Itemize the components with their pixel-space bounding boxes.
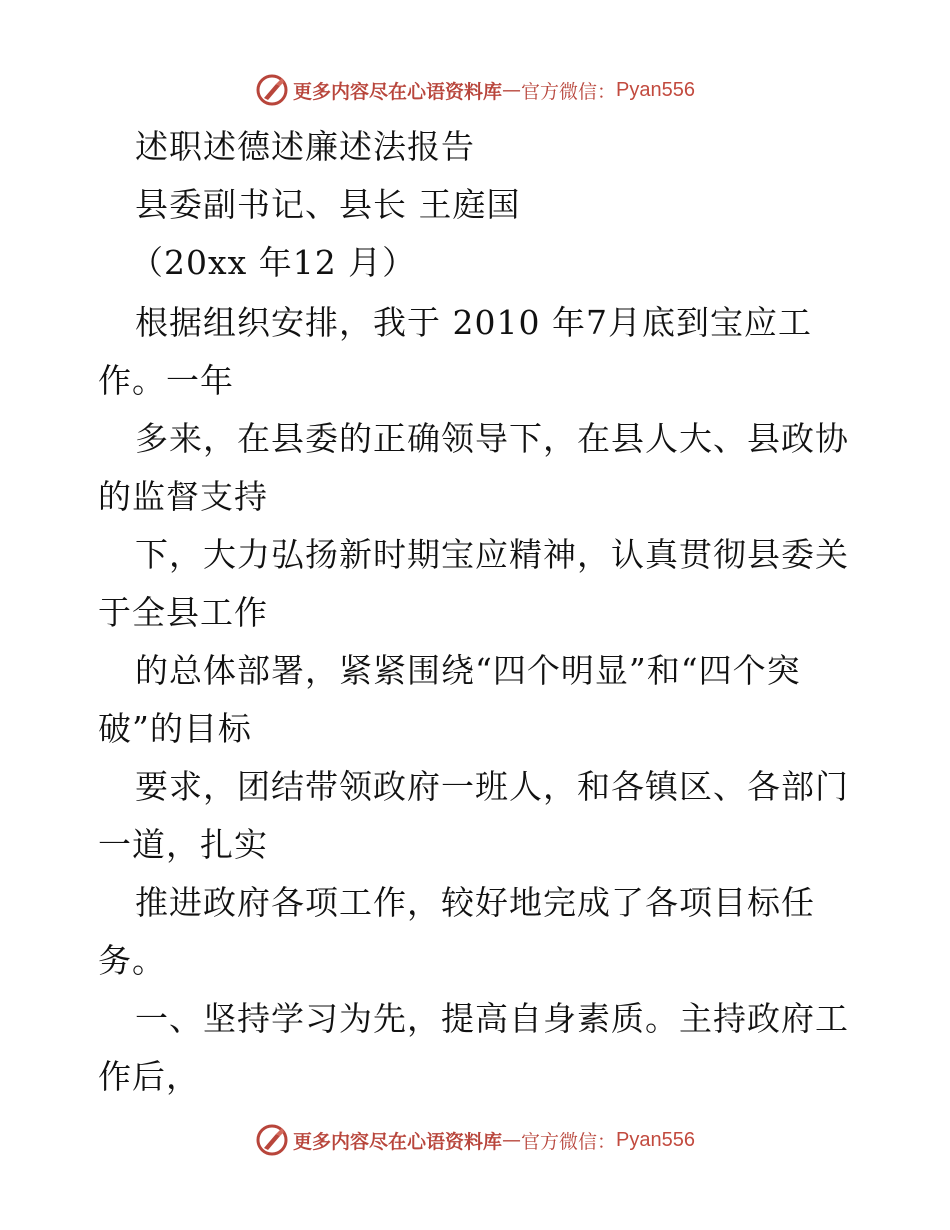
paragraph-line: 多来，在县委的正确领导下，在县人大、县政协 [135, 419, 849, 458]
footer-banner [0, 1120, 950, 1160]
banner-dash: — [502, 79, 522, 101]
paragraph-line: 破”的目标 [98, 709, 252, 748]
paragraph-line: 的监督支持 [98, 477, 268, 516]
paragraph-line: 务。 [98, 941, 166, 980]
paragraph-line: 于全县工作 [98, 593, 268, 632]
banner-dash: — [502, 1129, 522, 1151]
header-banner [0, 70, 950, 110]
doc-author: 县委副书记、县长 王庭国 [135, 185, 521, 224]
doc-date: （20xx 年12 月） [130, 243, 417, 282]
paragraph-line: 一、坚持学习为先，提高自身素质。主持政府工 [135, 999, 849, 1038]
paragraph-line: 作后， [98, 1057, 200, 1096]
paragraph-line: 作。一年 [98, 361, 234, 400]
doc-title: 述职述德述廉述法报告 [135, 127, 475, 166]
banner-wechat-label: 官方微信： [521, 80, 617, 103]
pen-logo-icon [255, 73, 289, 107]
banner-wechat-id: Pyan556 [616, 78, 695, 101]
pen-logo-icon [255, 1123, 289, 1157]
banner-wechat-id: Pyan556 [616, 1128, 695, 1151]
banner-wechat-label: 官方微信： [521, 1130, 617, 1153]
banner-text: 更多内容尽在心语资料库 [293, 1130, 503, 1153]
paragraph-line: 下，大力弘扬新时期宝应精神，认真贯彻县委关 [135, 535, 849, 574]
banner-text: 更多内容尽在心语资料库 [293, 80, 503, 103]
paragraph-line: 一道，扎实 [98, 825, 268, 864]
paragraph-line: 根据组织安排，我于 2010 年7月底到宝应工 [135, 303, 812, 342]
paragraph-line: 的总体部署，紧紧围绕“四个明显”和“四个突 [135, 651, 801, 690]
paragraph-line: 推进政府各项工作，较好地完成了各项目标任 [135, 883, 815, 922]
paragraph-line: 要求，团结带领政府一班人，和各镇区、各部门 [135, 767, 849, 806]
